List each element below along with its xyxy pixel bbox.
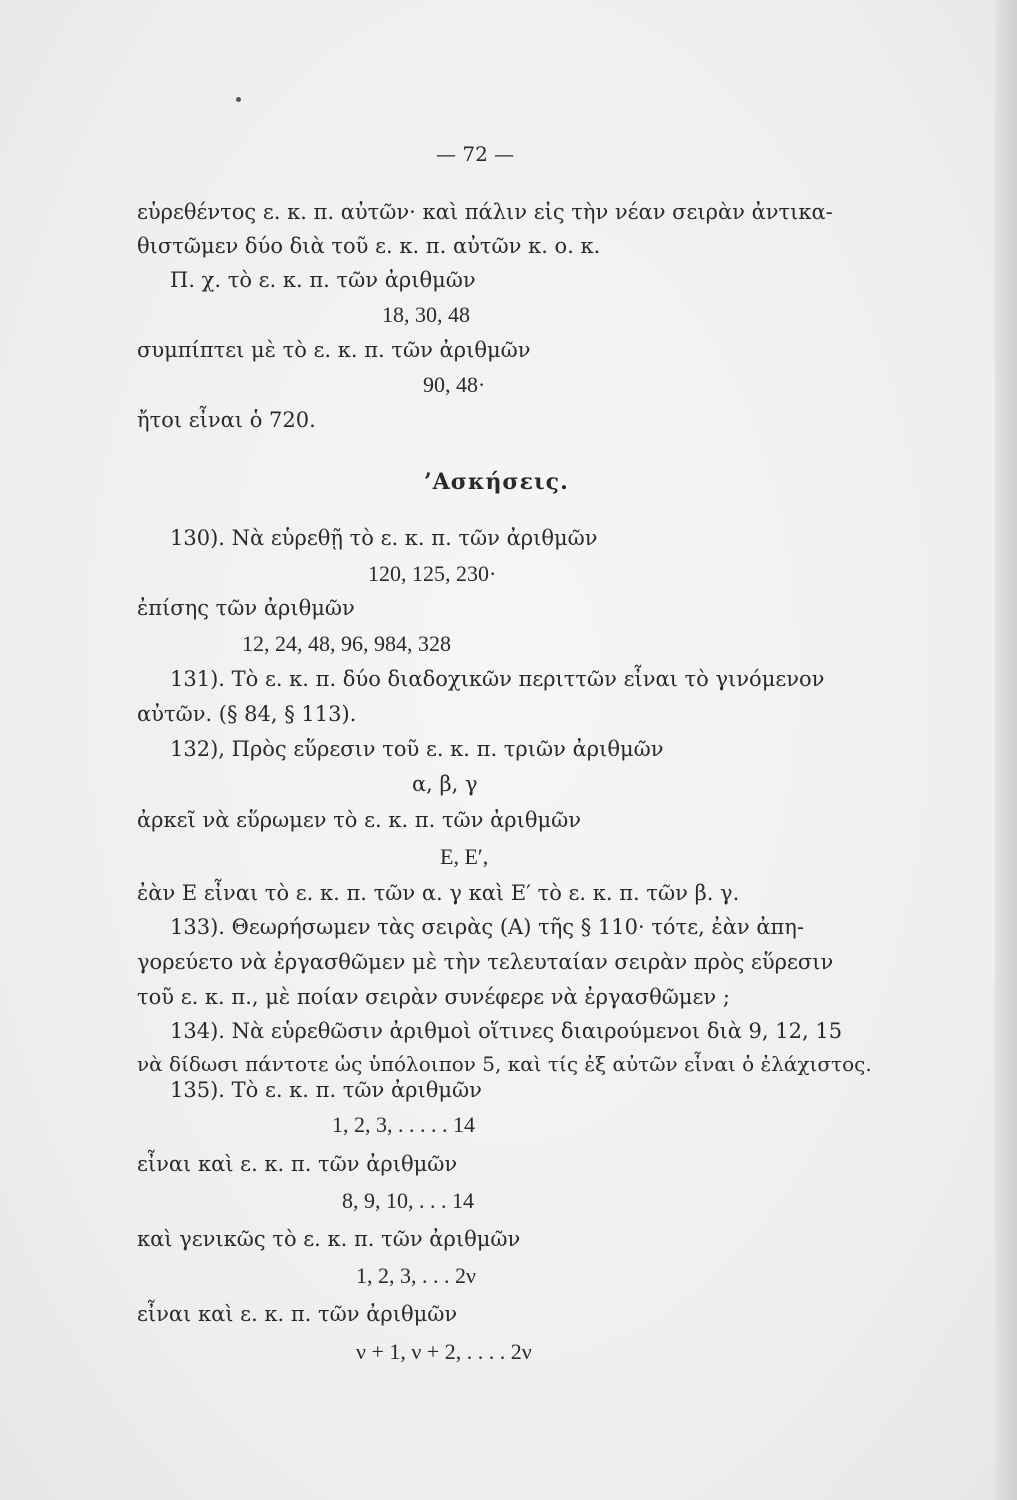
text-line: εἶναι καὶ ε. κ. π. τῶν ἀριθμῶν xyxy=(137,1302,458,1326)
number-row: ν + 1, ν + 2, . . . . 2ν xyxy=(356,1339,532,1364)
number-row: 8, 9, 10, . . . 14 xyxy=(342,1188,474,1213)
number-row: 120, 125, 230· xyxy=(368,561,497,586)
exercise-line: 133). Θεωρήσωμεν τὰς σειρὰς (A) τῆς § 110· τότε, ἐὰν ἀπη- xyxy=(170,915,804,939)
exercise-line: 132), Πρὸς εὕρεσιν τοῦ ε. κ. π. τριῶν ἀριθμῶν xyxy=(170,737,664,761)
exercise-line: 135). Τὸ ε. κ. π. τῶν ἀριθμῶν xyxy=(170,1078,482,1102)
number-row: 1, 2, 3, . . . 2ν xyxy=(356,1263,476,1288)
text-line: νὰ δίδωσι πάντοτε ὡς ὑπόλοιπον 5, καὶ τίς ἐξ αὐτῶν εἶναι ὁ ἐλάχιστος. xyxy=(137,1052,872,1076)
text-line: ἀρκεῖ νὰ εὕρωμεν τὸ ε. κ. π. τῶν ἀριθμῶν xyxy=(137,808,582,832)
number-row: 90, 48· xyxy=(423,372,486,397)
text-line: γορεύετο νὰ ἐργασθῶμεν μὲ τὴν τελευταίαν σειρὰν πρὸς εὕρεσιν xyxy=(137,950,834,974)
section-heading: ’Ασκήσεις. xyxy=(424,469,569,495)
text-line: συμπίπτει μὲ τὸ ε. κ. π. τῶν ἀριθμῶν xyxy=(137,338,531,362)
page-number: — 72 — xyxy=(436,142,515,166)
number-row: 18, 30, 48 xyxy=(382,302,470,327)
variables-row: E, E′, xyxy=(440,844,489,869)
number-row: 12, 24, 48, 96, 984, 328 xyxy=(242,631,451,656)
text-line: αὐτῶν. (§ 84, § 113). xyxy=(137,702,357,726)
variables-row: α, β, γ xyxy=(412,772,478,796)
text-line: τοῦ ε. κ. π., μὲ ποίαν σειρὰν συνέφερε νὰ ἐργασθῶμεν ; xyxy=(137,985,730,1009)
text-line: ἐὰν E εἶναι τὸ ε. κ. π. τῶν α. γ καὶ E′ τὸ ε. κ. π. τῶν β. γ. xyxy=(137,881,740,905)
exercise-line: 131). Τὸ ε. κ. π. δύο διαδοχικῶν περιττῶν εἶναι τὸ γινόμενον xyxy=(170,667,825,691)
text-line: εὑρεθέντος ε. κ. π. αὐτῶν· καὶ πάλιν εἰς τὴν νέαν σειρὰν ἀντικα- xyxy=(137,200,833,224)
page-edge-shadow xyxy=(995,0,1017,1500)
text-line: ἤτοι εἶναι ὁ 720. xyxy=(137,408,316,432)
text-line: Π. χ. τὸ ε. κ. π. τῶν ἀριθμῶν xyxy=(170,268,476,292)
text-line: καὶ γενικῶς τὸ ε. κ. π. τῶν ἀριθμῶν xyxy=(137,1227,521,1251)
exercise-line: 134). Νὰ εὑρεθῶσιν ἀριθμοὶ οἵτινες διαιρούμενοι διὰ 9, 12, 15 xyxy=(170,1019,843,1043)
ink-speck xyxy=(236,97,241,102)
text-line: ἐπίσης τῶν ἀριθμῶν xyxy=(137,596,355,620)
exercise-line: 130). Νὰ εὑρεθῇ τὸ ε. κ. π. τῶν ἀριθμῶν xyxy=(170,526,598,550)
number-row: 1, 2, 3, . . . . . 14 xyxy=(332,1112,475,1137)
text-line: εἶναι καὶ ε. κ. π. τῶν ἀριθμῶν xyxy=(137,1152,458,1176)
text-line: θιστῶμεν δύο διὰ τοῦ ε. κ. π. αὐτῶν κ. ο. κ. xyxy=(137,234,601,258)
